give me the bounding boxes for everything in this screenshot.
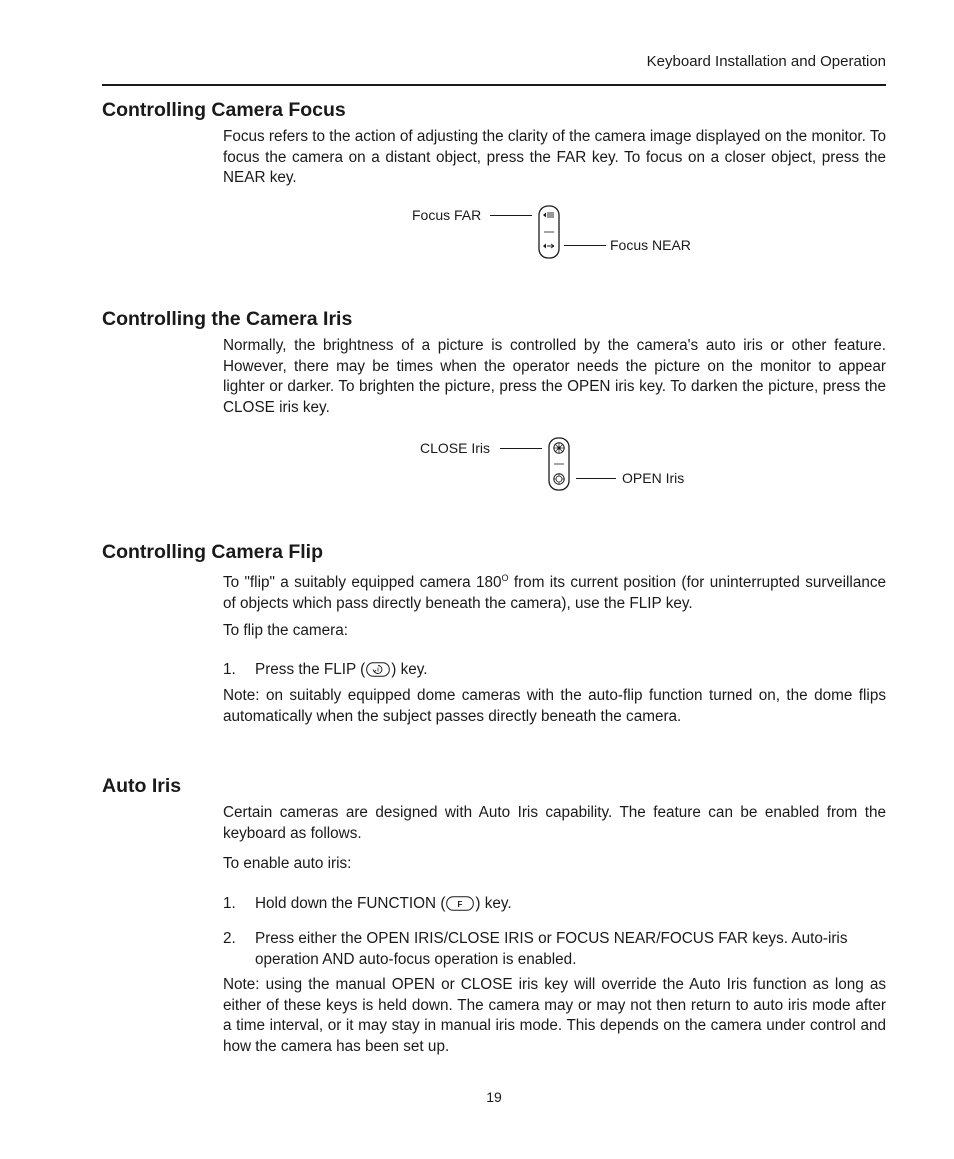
auto-iris-body: Certain cameras are designed with Auto Iris capability. The feature can be enabled from the keyboard as follows.	[223, 804, 886, 842]
heading-camera-iris: Controlling the Camera Iris	[102, 308, 353, 330]
auto-iris-step-1	[223, 894, 886, 915]
flip-body-start: To "flip" a suitably equipped camera 180	[223, 574, 502, 591]
auto-iris-step-1-text-start: Hold down the FUNCTION (	[255, 895, 446, 912]
close-iris-label: CLOSE Iris	[420, 440, 491, 456]
focus-near-leader	[564, 245, 606, 246]
iris-key-diagram	[418, 437, 718, 493]
flip-step-text-end: ) key.	[391, 661, 428, 678]
flip-step-1	[223, 660, 886, 681]
flip-note: Note: on suitably equipped dome cameras with the auto-flip function turned on, the dome flips automatically when the subject passes directly beneath the camera.	[223, 687, 886, 725]
auto-iris-step-2-text: Press either the OPEN IRIS/CLOSE IRIS or FOCUS NEAR/FOCUS FAR keys. Auto-iris operation AND auto-focus operation is enabled.	[255, 930, 848, 968]
focus-near-label: Focus NEAR	[610, 237, 691, 253]
running-header: Keyboard Installation and Operation	[646, 53, 886, 70]
step-number: 1.	[223, 661, 236, 678]
close-iris-leader	[500, 448, 542, 449]
focus-body: Focus refers to the action of adjusting the clarity of the camera image displayed on the monitor. To focus the camera on a distant object, press the FAR key. To focus on a closer object, press the NEAR key.	[223, 128, 886, 187]
page-number: 19	[486, 1089, 502, 1105]
focus-far-label: Focus FAR	[412, 207, 482, 223]
step-number: 2.	[223, 930, 236, 947]
flip-intro: To flip the camera:	[223, 622, 348, 639]
auto-iris-step-2	[223, 929, 886, 970]
flip-key-icon	[366, 662, 390, 677]
flip-body-end: from its current position (for uninterrupted surveillance of objects which pass directly beneath the camera), use the FLIP key.	[223, 574, 886, 612]
step-number: 1.	[223, 895, 236, 912]
open-iris-leader	[576, 478, 616, 479]
heading-camera-flip: Controlling Camera Flip	[102, 541, 324, 563]
iris-body: Normally, the brightness of a picture is controlled by the camera's auto iris or other feature. However, there may be times when the operator needs the picture on the monitor to appear lighter or darker. To brighten the picture, press the OPEN iris key. To darken the picture, press the CLOSE iris key.	[223, 337, 886, 417]
function-key-icon	[446, 896, 474, 911]
flip-body	[223, 568, 886, 614]
auto-iris-step-1-text-end: ) key.	[475, 895, 512, 912]
auto-iris-intro: To enable auto iris:	[223, 855, 352, 872]
open-iris-label: OPEN Iris	[622, 470, 685, 486]
degree-mark: O	[501, 573, 509, 583]
auto-iris-note: Note: using the manual OPEN or CLOSE iris key will override the Auto Iris function as long as either of these keys is held down. The camera may or may not then return to auto iris mode after a time interval, or it may stay in manual iris mode. This depends on the camera under control and how the camera has been set up.	[223, 976, 886, 1056]
focus-key-pair-icon	[538, 205, 560, 259]
focus-far-leader	[490, 215, 532, 216]
heading-auto-iris: Auto Iris	[102, 775, 182, 797]
heading-camera-focus: Controlling Camera Focus	[102, 99, 346, 121]
header-rule	[102, 84, 886, 86]
iris-close-icon	[554, 443, 564, 453]
focus-key-diagram	[410, 205, 710, 261]
iris-key-pair-icon	[548, 437, 570, 491]
flip-step-text-start: Press the FLIP (	[255, 661, 366, 678]
function-key-glyph: F	[457, 899, 463, 909]
